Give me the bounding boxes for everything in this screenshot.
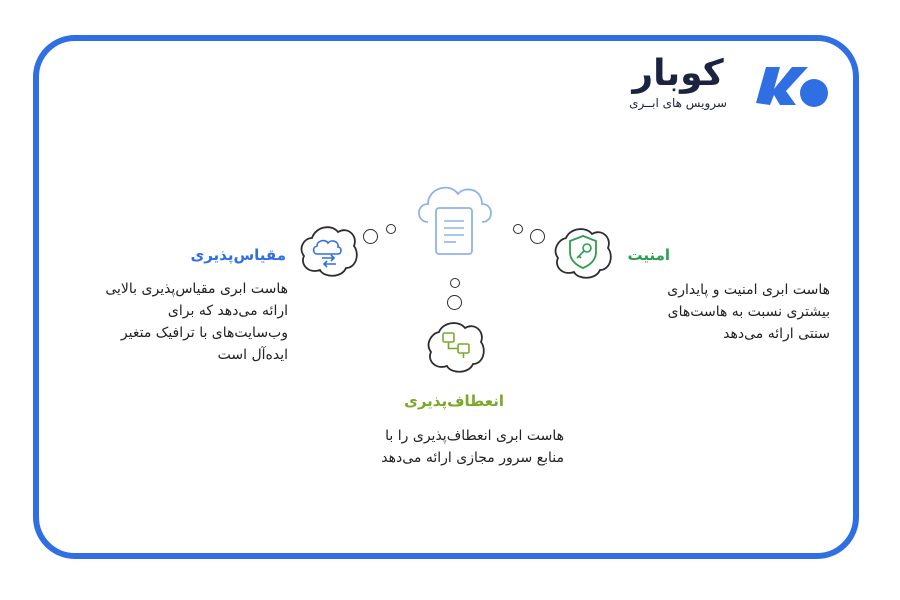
flexibility-description xyxy=(381,425,564,469)
cloud-document-icon xyxy=(412,178,496,260)
scalability-title: مقیاس‌پذیری xyxy=(190,246,286,264)
thought-bubble xyxy=(513,224,523,234)
brand-tagline: سرویس های ابــری xyxy=(629,96,727,110)
flexibility-desc-line: هاست ابری انعطاف‌پذیری را با xyxy=(385,428,564,444)
security-desc-line: سنتی ارائه می‌دهد xyxy=(723,326,830,342)
scalability-desc-line: ایده‌آل است xyxy=(217,347,288,363)
thought-bubble xyxy=(447,295,462,310)
security-desc-line: هاست ابری امنیت و پایداری xyxy=(667,282,830,298)
security-desc-line: بیشتری نسبت به هاست‌های xyxy=(667,304,830,320)
thought-bubble xyxy=(530,229,545,244)
thought-bubble xyxy=(450,278,460,288)
security-description xyxy=(667,279,830,345)
cloud-sync-icon xyxy=(298,222,360,280)
kobar-logo-icon xyxy=(752,55,832,115)
thought-bubble xyxy=(363,229,378,244)
scalability-desc-line: وب‌سایت‌های با ترافیک متغیر xyxy=(120,325,288,341)
flexibility-desc-line: منابع سرور مجازی ارائه می‌دهد xyxy=(381,450,564,466)
shield-key-icon xyxy=(552,224,614,282)
thought-bubble xyxy=(386,224,396,234)
security-title: امنیت xyxy=(627,246,670,264)
scalability-desc-line: هاست ابری مقیاس‌پذیری بالایی xyxy=(105,281,288,297)
flexibility-title: انعطاف‌پذیری xyxy=(404,392,504,410)
brand-name: کوبار xyxy=(632,53,724,94)
flow-blocks-icon xyxy=(425,318,487,376)
scalability-description xyxy=(105,278,288,366)
scalability-desc-line: ارائه می‌دهد که برای xyxy=(167,303,288,319)
